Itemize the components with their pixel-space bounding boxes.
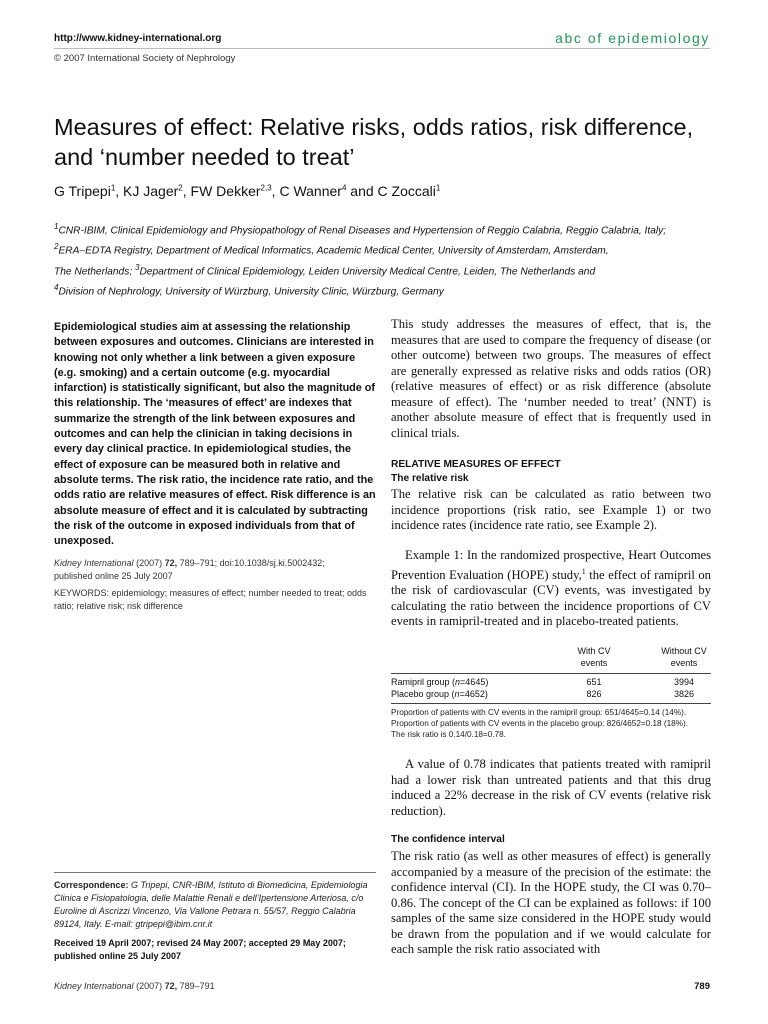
relative-risk-paragraph: The relative risk can be calculated as ratio between two incidence proportions (risk ratio, see Example 1) or two incidence rates (incidence rate ratio, see Example 2). bbox=[391, 487, 711, 532]
table-rule bbox=[391, 703, 711, 704]
table-row: Ramipril group (n=4645) 651 3994 bbox=[391, 677, 695, 687]
author: FW Dekker bbox=[190, 183, 261, 199]
table-note: Proportion of patients with CV events in the ramipril group: 651/4645=0.14 (14%). Proportion of patients with CV events in the placebo group: 826/4652=0.18 (18%). The risk ratio is 0.14/0.18=0.78. bbox=[391, 708, 688, 739]
result-paragraph: A value of 0.78 indicates that patients treated with ramipril had a lower risk than untreated patients and that this drug induced a 22% decrease in the risk of CV events (relative risk reduction). bbox=[391, 757, 711, 818]
article-title: Measures of effect: Relative risks, odds ratios, risk difference, and ‘number needed to treat’ bbox=[54, 114, 694, 170]
correspondence-divider bbox=[54, 872, 376, 873]
section-label: abc of epidemiology bbox=[555, 30, 710, 46]
footer-citation: Kidney International (2007) 72, 789–791 bbox=[54, 981, 215, 991]
correspondence: Correspondence: G Tripepi, CNR-IBIM, Istituto di Biomedicina, Epidemiologia Clinica e Fisiopatologia, delle Malattie Renali e dell’Ipertensione Arteriosa, c/o Euroline di Ascrizzi Vincenzo, Via Vallone Petrara n. 55/57, Reggio Calabria 89124, Italy. E-mail: gtripepi@ibim.cnr.it bbox=[54, 880, 368, 929]
intro-paragraph: This study addresses the measures of effect, that is, the measures that are used to compare the frequency of disease (or other outcome) between two groups. The measures of effect are generally expressed as relative risks and odds ratios (OR) (relative measures of effect) or as risk difference (absolute measure of effect). The ‘number needed to treat’ (NNT) is another absolute measure of effect that is frequently used in clinical trials. bbox=[391, 317, 711, 440]
confidence-interval-paragraph: The risk ratio (as well as other measures of effect) is generally accompanied by a measure of the precision of the estimate: the confidence interval (CI). In the HOPE study, the CI was 0.70–0.86. The concept of the CI can be explained as follows: if 100 samples of the same size considered in the HOPE study would be drawn from the population and if we would calculate for each sample the risk ratio associated with bbox=[391, 849, 711, 956]
author: C Wanner bbox=[279, 183, 342, 199]
author: KJ Jager bbox=[123, 183, 179, 199]
col-header-without-cv: Without CV events bbox=[661, 646, 707, 668]
abstract: Epidemiological studies aim at assessing the relationship between exposures and outcomes. Clinicians are interested in knowing not only whether a link between a given exposure (e.g. smoking) and a certain outcome (e.g. myocardial infarction) is statistically significant, but also the magnitude of this relationship. The ‘measures of effect’ are indexes that summarize the strength of the link between exposures and outcomes and can help the clinician in taking decisions in every day clinical practice. In epidemiological studies, the effect of exposure can be measured both in relative and absolute terms. The risk ratio, the incidence rate ratio, and the odds ratio are relative measures of effect. Risk difference is an absolute measure of effect and it is calculated by subtracting the risk of the outcome in exposed individuals from that of unexposed. bbox=[54, 321, 376, 548]
table-rule bbox=[391, 673, 711, 674]
journal-url[interactable]: http://www.kidney-international.org bbox=[54, 33, 222, 44]
subheading-relative-risk: The relative risk bbox=[391, 473, 469, 484]
citation: Kidney International (2007) 72, 789–791; doi:10.1038/sj.ki.5002432; published online 25 July 2007 bbox=[54, 558, 325, 581]
col-header-with-cv: With CV events bbox=[577, 646, 611, 668]
copyright: © 2007 International Society of Nephrology bbox=[54, 53, 236, 64]
received-dates: Received 19 April 2007; revised 24 May 2007; accepted 29 May 2007; published online 25 July 2007 bbox=[54, 938, 346, 961]
affiliations: $^1$CNR-IBIM, Clinical Epidemiology and Physiopathology of Renal Diseases and Hypertension of Reggio Calabria, Reggio Calabria, Italy; $^2$ERA–EDTA Registry, Department of Medical Informatics, Academic Medical Center, University of Amsterdam, Amsterdam, The Netherlands; $^3$Department of Clinical Epidemiology, Leiden University Medical Centre, Leiden, The Netherlands and $^4$Division of Nephrology, University of Würzburg, University Clinic, Würzburg, Germany bbox=[54, 222, 667, 298]
table-row: Placebo group (n=4652) 826 3826 bbox=[391, 689, 695, 699]
header-divider bbox=[54, 48, 710, 49]
section-heading: RELATIVE MEASURES OF EFFECT bbox=[391, 459, 561, 470]
subheading-confidence-interval: The confidence interval bbox=[391, 834, 505, 845]
author-list: G Tripepi$^1$, KJ Jager$^2$, FW Dekker$^{2,3}$, C Wanner$^4$ and C Zoccali$^1$ bbox=[54, 183, 441, 199]
author: G Tripepi bbox=[54, 183, 111, 199]
author: C Zoccali bbox=[377, 183, 436, 199]
page-number: 789 bbox=[694, 981, 710, 992]
keywords: KEYWORDS: epidemiology; measures of effect; number needed to treat; odds ratio; relative risk; risk difference bbox=[54, 588, 367, 611]
example1-paragraph: Example 1: In the randomized prospective, Heart Outcomes Prevention Evaluation (HOPE) study,$^1$ the effect of ramipril on the risk of cardiovascular (CV) events, was investigated by calculating the ratio between the incidence proportions of CV events in ramipril-treated and in placebo-treated patients. bbox=[391, 548, 711, 629]
